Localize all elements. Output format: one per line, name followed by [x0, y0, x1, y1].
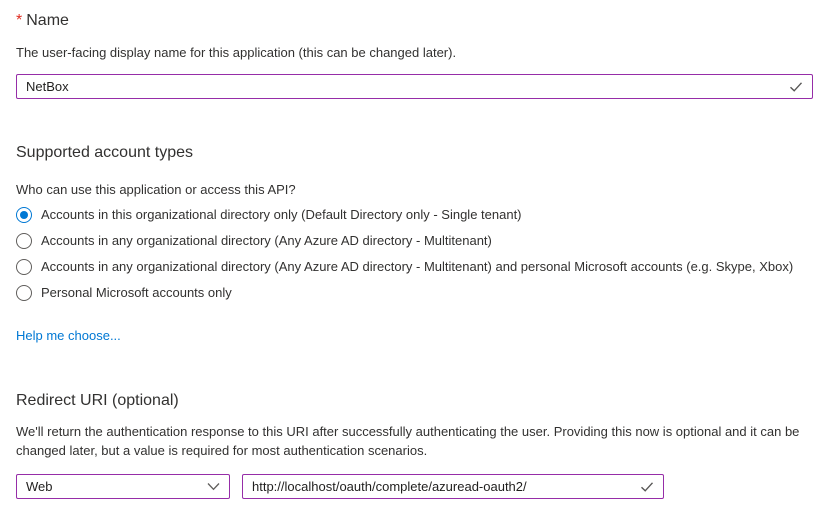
name-input-value: NetBox	[26, 79, 69, 94]
redirect-platform-select[interactable]	[16, 474, 230, 499]
valid-checkmark-icon	[640, 481, 663, 493]
name-input[interactable]	[16, 74, 813, 99]
chevron-down-icon	[207, 482, 229, 491]
radio-label: Accounts in this organizational directory only (Default Directory only - Single tenant)	[41, 207, 522, 222]
name-section-title	[16, 10, 69, 31]
account-types-title: Supported account types	[16, 144, 194, 161]
valid-checkmark-icon	[789, 81, 812, 93]
radio-label: Accounts in any organizational directory (Any Azure AD directory - Multitenant)	[41, 233, 492, 248]
redirect-uri-title: Redirect URI (optional)	[16, 392, 179, 409]
required-marker: *	[16, 12, 23, 29]
radio-button[interactable]	[16, 259, 32, 275]
radio-option-personal-only[interactable]	[16, 280, 232, 306]
radio-button[interactable]	[16, 285, 32, 301]
redirect-uri-value: http://localhost/oauth/complete/azuread-oauth2/	[252, 479, 527, 494]
radio-option-single-tenant[interactable]	[16, 202, 522, 228]
account-types-question: Who can use this application or access this API?	[16, 182, 296, 197]
radio-label: Personal Microsoft accounts only	[41, 285, 232, 300]
help-me-choose-link[interactable]: Help me choose...	[16, 328, 121, 343]
redirect-platform-value: Web	[26, 479, 53, 494]
name-title-text: Name	[26, 12, 69, 29]
radio-option-multitenant[interactable]	[16, 228, 492, 254]
redirect-uri-description: We'll return the authentication response to this URI after successfully authenticating the user. Providing this now is optional and it can be changed later, but a value is required for most authentication scenarios.	[16, 424, 800, 458]
radio-dot	[20, 211, 28, 219]
radio-option-multitenant-personal[interactable]	[16, 254, 793, 280]
radio-button[interactable]	[16, 233, 32, 249]
radio-label: Accounts in any organizational directory (Any Azure AD directory - Multitenant) and personal Microsoft accounts (e.g. Skype, Xbox)	[41, 259, 794, 274]
radio-button[interactable]	[16, 207, 32, 223]
name-description: The user-facing display name for this application (this can be changed later).	[16, 45, 457, 60]
redirect-uri-input[interactable]	[242, 474, 664, 499]
